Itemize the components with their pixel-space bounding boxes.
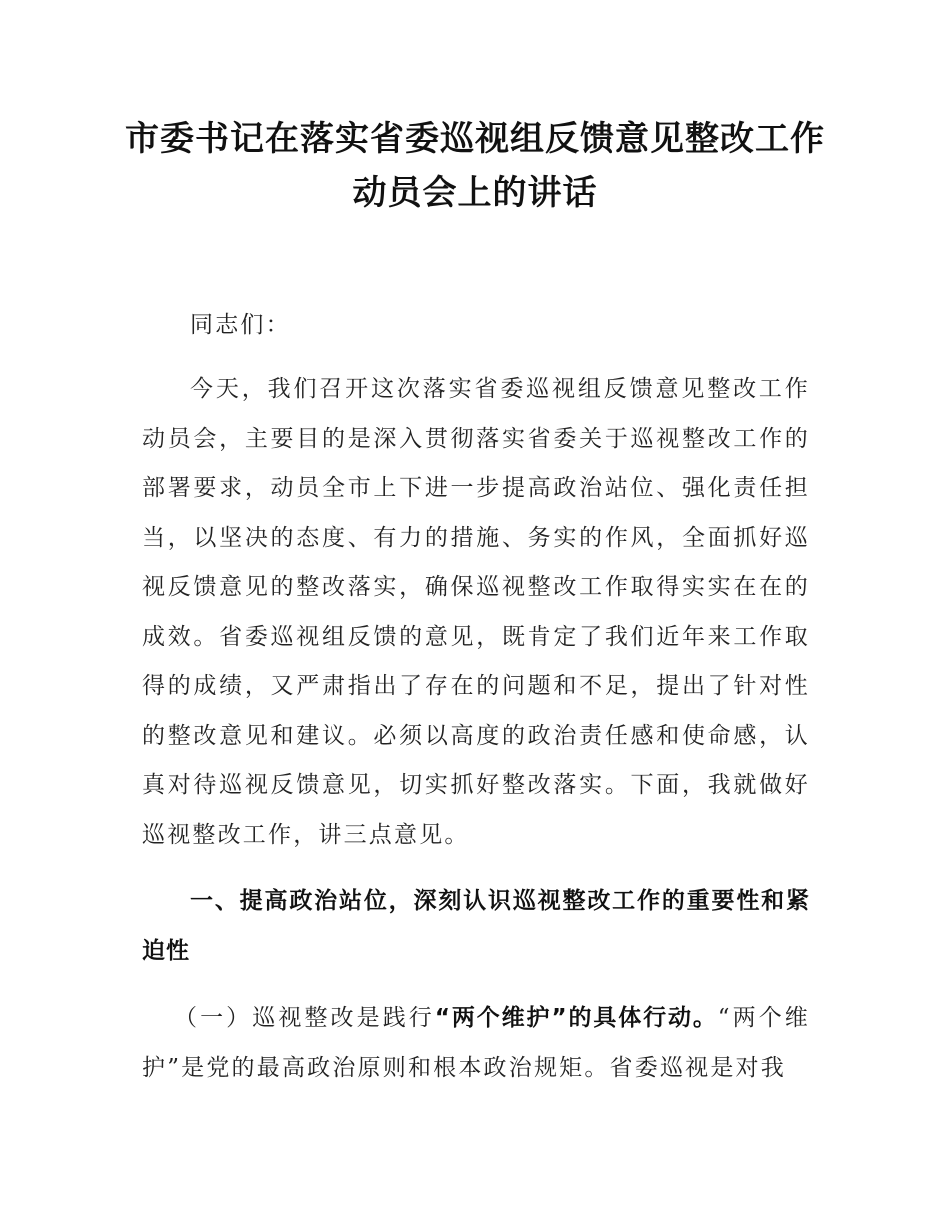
salutation: 同志们： bbox=[190, 312, 291, 338]
section-heading-1: 一、提高政治站位，深刻认识巡视整改工作的重要性和紧迫性 bbox=[142, 888, 810, 964]
subsection-bold-title: “两个维护”的具体行动。 bbox=[434, 1005, 718, 1031]
opening-paragraph: 今天，我们召开这次落实省委巡视组反馈意见整改工作动员会，主要目的是深入贯彻落实省委关于巡视整改工作的部署要求，动员全市上下进一步提高政治站位、强化责任担当，以坚决的态度、有力的措施、务实的作风，全面抓好巡视反馈意见的整改落实，确保巡视整改工作取得实实在在的成效。省委巡视组反馈的意见，既肯定了我们近年来工作取得的成绩，又严肃指出了存在的问题和不足，提出了针对性的整改意见和建议。必须以高度的政治责任感和使命感，认真对待巡视反馈意见，切实抓好整改落实。下面，我就做好巡视整改工作，讲三点意见。 bbox=[142, 376, 810, 848]
document-title: 市委书记在落实省委巡视组反馈意见整改工作动员会上的讲话 bbox=[125, 119, 825, 213]
subsection-body-text: “两个维护”是党的最高政治原则和根本政治规矩。省委巡视是对我 bbox=[142, 1005, 811, 1081]
subsection-number: （一）巡视整改是践行 bbox=[174, 1005, 435, 1031]
subsection-paragraph-1 bbox=[142, 994, 810, 1093]
